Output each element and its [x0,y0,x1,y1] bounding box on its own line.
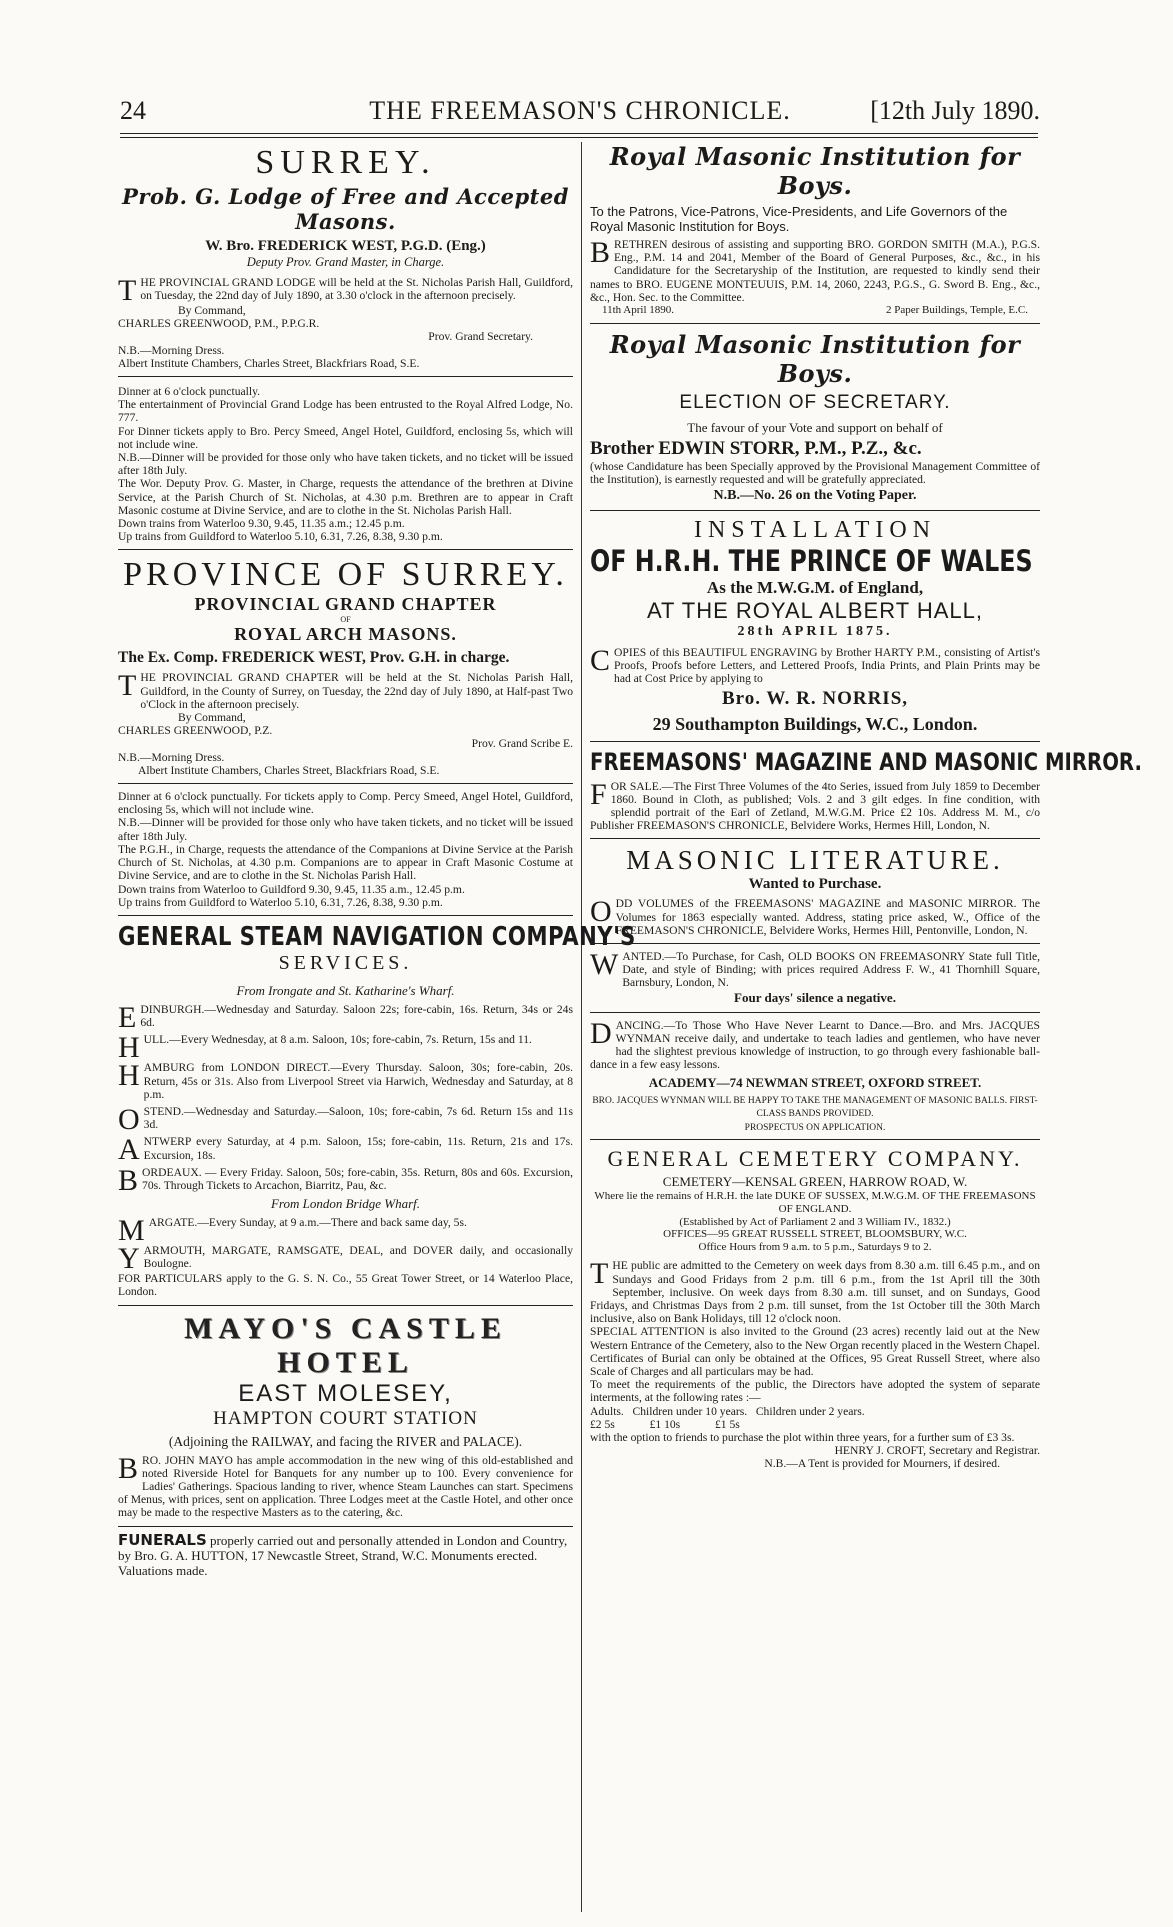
province-comp: The Ex. Comp. FREDERICK WEST, Prov. G.H. in charge. [118,649,510,667]
boys2-approved: (whose Candidature has been Specially approved by the Provisional Management Committee of the Institution), is earnestly requested and will be gratefully appreciated. [590,459,1040,486]
page-number: 24 [120,96,146,125]
province-by-command: By Command, [178,711,246,725]
publication-title: THE FREEMASON'S CHRONICLE. [369,96,791,125]
steam-entry: STEND.—Wednesday and Saturday.—Saloon, 10s; fore-cabin, 7s 6d. Return 15s and 11s 3d. [143,1104,573,1132]
province-dropcap: T [118,669,137,703]
literature-advert [590,845,1040,1005]
cemetery-tent: N.B.—A Tent is provided for Mourners, if desired. [764,1457,1000,1471]
surrey-dinner: Dinner at 6 o'clock punctually. [118,385,261,399]
dancing-academy: ACADEMY—74 NEWMAN STREET, OXFORD STREET. [648,1075,982,1091]
boys1-body: RETHREN desirous of assisting and supporting BRO. GORDON SMITH (M.A.), P.G.S. Eng., P.M. 14 and 2041, Member of the Board of General Purposes, &c., &c., in his Candidature for the Secretaryship of the Institution, are requested to kindly send their names to BRO. EUGENE MONTEUUIS, P.M. 14, 2060, 2243, P.G.S., G. Sword B. Eng., &c., &c., Hon. Sec. to the Committee. [590,238,1040,304]
issue-date: [12th July 1890. [870,96,1040,125]
province-down-trains: Down trains from Waterloo to Guildford 9.30, 9.45, 11.35 a.m., 12.45 p.m. [118,882,465,896]
province-address: Albert Institute Chambers, Charles Street, Blackfriars Road, S.E. [138,763,440,777]
steam-services: SERVICES. [278,951,413,974]
steam-dropcap: H [118,1059,140,1093]
surrey-entertainment: The entertainment of Provincial Grand Lodge has been entrusted to the Royal Alfred Lodge, No. 777. [118,398,573,425]
mayo-place: EAST MOLESEY, [238,1379,453,1407]
left-column [118,142,636,1867]
province-body: HE PROVINCIAL GRAND CHAPTER will be held at the St. Nicholas Parish Hall, Guildford, in the County of Surrey, on Tuesday, the 22nd day of July 1890, at Half-past Two o'Clock in the afternoon precisely. [140,671,573,711]
divider [118,1305,573,1306]
column-divider [581,142,582,1912]
steam-entry: DINBURGH.—Wednesday and Saturday. Saloon 22s; fore-cabin, 16s. Return, 34s or 24s 6d. [140,1002,573,1030]
province-heading: PROVINCE OF SURREY. [123,556,568,594]
dancing-body: ANCING.—To Those Who Have Never Learnt to Dance.—Bro. and Mrs. JACQUES WYNMAN receive daily, and undertake to teach ladies and gentlemen, who have never had the slightest previous knowledge of instruction, to go through every fashionable ball-dance in a few easy lessons. [590,1018,1040,1072]
literature-dropcap-2: W [590,948,619,982]
surrey-up-trains: Up trains from Guildford to Waterloo 5.10, 6.31, 7.26, 8.38, 9.30 p.m. [118,530,443,544]
steam-advert [118,921,636,1299]
boys-advert-2 [590,330,1040,504]
surrey-tickets: For Dinner tickets apply to Bro. Percy Smeed, Angel Hotel, Guildford, enclosing 5s, which will not include wine. [118,424,573,451]
steam-dropcap: Y [118,1242,140,1276]
surrey-nb-dinner: N.B.—Dinner will be provided for those only who have taken tickets, and no ticket will be issued after 18th July. [118,451,573,478]
province-dinner: Dinner at 6 o'clock punctually. For tickets apply to Comp. Percy Smeed, Angel Hotel, Guildford, enclosing 5s, which will not include wine. [118,790,573,817]
divider [590,1139,1040,1140]
cemetery-prices: £2 5s £1 10s £1 5s [590,1417,740,1431]
installation-bro: Bro. W. R. NORRIS, [721,687,909,709]
surrey-by-command: By Command, [178,304,246,317]
province-nb-dress: N.B.—Morning Dress. [118,750,225,764]
surrey-heading: SURREY. [255,144,436,181]
divider [590,838,1040,839]
cemetery-rates: Adults. Children under 10 years. Children under 2 years. [590,1404,865,1418]
dancing-advert [590,1016,1040,1134]
mayo-body: RO. JOHN MAYO has ample accommodation in the new wing of this old-established and noted Riverside Hotel for Banquets for any number up to 100. Every convenience for Ladies' Gatherings. Spacious landing to river, whence Steam Launches can start. Specimens of Menus, with prices, sent on application. Three Lodges meet at the Castle Hotel, and other once may be made to the respective Masters as to the catering, &c. [118,1453,573,1520]
installation-advert [590,517,1040,735]
installation-dropcap: C [590,644,611,678]
cemetery-where: Where lie the remains of H.R.H. the late DUKE OF SUSSEX, M.W.G.M. OF THE FREEMASONS OF ENGLAND. [594,1190,1036,1216]
mayo-station: HAMPTON COURT STATION [213,1407,478,1429]
cemetery-heading: GENERAL CEMETERY COMPANY. [607,1146,1023,1172]
magazine-dropcap: F [590,777,607,811]
steam-dropcap: A [118,1133,140,1167]
steam-dropcap: M [118,1214,145,1248]
boys2-election: ELECTION OF SECRETARY. [679,391,951,413]
literature-wanted: Wanted to Purchase. [748,876,882,893]
literature-body: DD VOLUMES of the FREEMASONS' MAGAZINE and MASONIC MIRROR. The Volumes for 1863 especially wanted. Address, stating price asked, W., Office of the FREEMASON'S CHRONICLE, Belvidere Works, Hermes Hill, Pentonville, London, N. [615,897,1040,937]
installation-hall: AT THE ROYAL ALBERT HALL, [647,598,983,624]
right-column [590,142,1142,1867]
province-arch: ROYAL ARCH MASONS. [234,624,457,645]
surrey-officer-title: Deputy Prov. Grand Master, in Charge. [246,255,445,269]
surrey-nb-dress: N.B.—Morning Dress. [118,343,225,357]
header-rule [120,133,1038,134]
boys1-dropcap: B [590,236,611,269]
steam-entry: AMBURG from LONDON DIRECT.—Every Thursday. Saloon, 30s; fore-cabin, 20s. Return, 45s or 31s. Also from Liverpool Street via Harwich, Wednesday and Saturday, at 8 p.m. [143,1061,573,1101]
divider [118,915,573,916]
boys2-voting: N.B.—No. 26 on the Voting Paper. [713,488,917,504]
cemetery-dropcap: T [590,1257,609,1291]
province-inner-rule [118,783,573,784]
surrey-secretary-title: Prov. Grand Secretary. [428,330,533,344]
magazine-advert [590,747,1142,833]
cemetery-hours: Office Hours from 9 a.m. to 5 p.m., Saturdays 9 to 2. [698,1240,932,1253]
mayo-advert [118,1312,573,1520]
divider [590,323,1040,324]
surrey-inner-rule [118,376,573,377]
steam-entry: ULL.—Every Wednesday, at 8 a.m. Saloon, 10s; fore-cabin, 7s. Return, 15s and 11. [143,1033,532,1047]
literature-silence: Four days' silence a negative. [734,989,896,1005]
surrey-dropcap: T [118,274,137,307]
dancing-note: BRO. JACQUES WYNMAN WILL BE HAPPY TO TAKE THE MANAGEMENT OF MASONIC BALLS. FIRST-CLASS BANDS PROVIDED. [592,1096,1038,1120]
steam-dropcap: O [118,1102,140,1136]
dancing-prospectus: PROSPECTUS ON APPLICATION. [744,1123,886,1134]
installation-prince: OF H.R.H. THE PRINCE OF WALES [590,544,1033,579]
mayo-heading: MAYO'S CASTLE HOTEL [184,1311,507,1379]
surrey-subheading: Prob. G. Lodge of Free and Accepted Masons. [122,184,569,234]
cemetery-option: with the option to friends to purchase the plot within three years, for a further sum of £3 3s. [590,1431,1015,1445]
province-chapter: PROVINCIAL GRAND CHAPTER [194,594,497,615]
cemetery-offices: OFFICES—95 GREAT RUSSELL STREET, BLOOMSBURY, W.C. [663,1228,967,1241]
steam-from-irongate: From Irongate and St. Katharine's Wharf. [236,982,455,998]
surrey-secretary: CHARLES GREENWOOD, P.M., P.P.G.R. [118,317,320,331]
boys-advert-1 [590,142,1040,317]
boys2-candidate: Brother EDWIN STORR, P.M., P.Z., &c. [590,437,922,459]
surrey-service: The Wor. Deputy Prov. G. Master, in Charge, requests the attendance of the brethren at Divine Service, at the Parish Church of St. Nicholas, at 4.30 p.m. Brethren are to appear in Craft Masonic costume at Divine Service, and are to clothe in the St. Nicholas Parish Hall. [118,477,573,517]
installation-date: 28th APRIL 1875. [737,624,893,640]
steam-particulars: FOR PARTICULARS apply to the G. S. N. Co., 55 Great Tower Street, or 14 Waterloo Place, London. [118,1272,573,1299]
funerals-text: properly carried out and personally attended in London and Country, by Bro. G. A. HUTTON, 17 Newcastle Street, Strand, W.C. Monuments erected. Valuations made. [118,1532,568,1578]
surrey-advert [118,144,573,543]
installation-heading: INSTALLATION [693,517,937,544]
steam-dropcap: H [118,1031,140,1065]
literature-inner-rule [590,943,1040,944]
province-service: The P.G.H., in Charge, requests the attendance of the Companions at Divine Service at the Parish Church of St. Nicholas, at 4.30 p.m. Companions are to appear in Craft Masonic Costume at Divine Service, and are to clothe in the St. Nicholas Parish Hall. [118,842,573,883]
header-rule-2 [120,137,1038,138]
divider [590,1012,1040,1013]
page-header [120,92,1040,132]
surrey-address: Albert Institute Chambers, Charles Street, Blackfriars Road, S.E. [118,356,420,370]
magazine-heading: FREEMASONS' MAGAZINE AND MASONIC MIRROR. [590,747,1142,776]
divider [118,549,573,550]
province-advert [118,556,573,908]
magazine-body: OR SALE.—The First Three Volumes of the 4to Series, issued from July 1859 to December 1860. Bound in Cloth, as published; Vols. 2 and 3 gilt edges. In fine condition, with splendid portrait of the Earl of Zetland, M.W.G.M. Price £2 10s. Address M. M., c/o Publisher FREEMASON'S CHRONICLE, Belvidere Works, Hermes Hill, London, N. [590,779,1040,833]
literature-heading: MASONIC LITERATURE. [626,845,1004,876]
installation-address: 29 Southampton Buildings, W.C., London. [652,713,978,734]
installation-as: As the M.W.G.M. of England, [706,578,924,598]
steam-entry: NTWERP every Saturday, at 4 p.m. Saloon, 15s; fore-cabin, 11s. Return, 21s and 17s. Excursion, 18s. [143,1135,573,1162]
province-nb-dinner: N.B.—Dinner will be provided for those only who have taken tickets, and no ticket will be issued after 18th July. [118,816,573,843]
surrey-down-trains: Down trains from Waterloo 9.30, 9.45, 11.35 a.m.; 12.45 p.m. [118,517,405,531]
boys1-address-to: To the Patrons, Vice-Patrons, Vice-Presidents, and Life Governors of the Royal Masonic Institution for Boys. [590,204,1008,234]
cemetery-meet: To meet the requirements of the public, the Directors have adopted the system of separate interments, at the following rates :— [590,1378,1040,1405]
cemetery-body: HE public are admitted to the Cemetery on week days from 8.30 a.m. till 6.45 p.m., and on Sundays and Good Fridays from 2 p.m. till 6 p.m., from the 1st April till the 30th September, inclusive. On week days from 8.30 a.m. till sunset, and on Sundays, Good Fridays, and Christmas Days from 2 p.m. till sunset, from the 1st October till the 30th March inclusive, also on Bank Holidays, till 12 o'clock noon. [590,1259,1040,1326]
boys1-address: 2 Paper Buildings, Temple, E.C. [885,304,1028,317]
funerals-advert [118,1530,573,1578]
mayo-dropcap: B [118,1451,139,1485]
dancing-dropcap: D [590,1016,612,1050]
surrey-officer: W. Bro. FREDERICK WEST, P.G.D. (Eng.) [205,238,486,254]
boys2-favour: The favour of your Vote and support on behalf of [687,419,943,435]
surrey-body: HE PROVINCIAL GRAND LODGE will be held at the St. Nicholas Parish Hall, Guildford, on Tuesday, the 22nd day of July 1890, at 3.30 o'clock in the afternoon precisely. [140,276,573,303]
literature-body-2: ANTED.—To Purchase, for Cash, OLD BOOKS ON FREEMASONRY State full Title, Date, and style of Binding; with prices required Address F. W., 41 Thornhill Square, Barnsbury, London, N. [622,950,1040,990]
boys1-date: 11th April 1890. [602,304,675,317]
province-of: OF [340,615,351,625]
boys2-heading: Royal Masonic Institution for Boys. [609,329,1021,388]
cemetery-certificates: Certificates of Burial can only be obtained at the Offices, 95 Great Russell Street, where also Scale of Charges and all particulars may be had. [590,1351,1040,1379]
divider [590,510,1040,511]
divider [118,1526,573,1527]
divider [590,741,1040,742]
cemetery-location: CEMETERY—KENSAL GREEN, HARROW ROAD, W. [662,1174,968,1190]
boys1-heading: Royal Masonic Institution for Boys. [609,142,1021,200]
mayo-adjoining: (Adjoining the RAILWAY, and facing the RIVER and PALACE). [168,1433,523,1449]
province-scribe-title: Prov. Grand Scribe E. [471,737,573,751]
steam-entry: ORDEAUX. — Every Friday. Saloon, 50s; fore-cabin, 35s. Return, 80s and 60s. Excursion, 70s. Through Tickets to Arcachon, Biarritz, Pau, &c. [142,1165,573,1192]
literature-dropcap: O [590,895,612,929]
province-scribe: CHARLES GREENWOOD, P.Z. [118,724,273,738]
installation-body: OPIES of this BEAUTIFUL ENGRAVING by Brother HARTY P.M., consisting of Artist's Proofs, Proofs before Letters, and Lettered Proofs, India Prints, and Plain Prints may be had at Cost Price by applying to [614,646,1040,686]
cemetery-signature: HENRY J. CROFT, Secretary and Registrar. [834,1444,1040,1458]
steam-dropcap: E [118,1000,137,1034]
cemetery-advert [590,1146,1040,1470]
funerals-lead: FUNERALS [118,1530,207,1549]
province-up-trains: Up trains from Guildford to Waterloo 5.10, 6.31, 7.26, 8.38, 9.30 p.m. [118,895,443,909]
cemetery-established: (Established by Act of Parliament 2 and 3 William IV., 1832.) [679,1215,951,1228]
steam-from-london-bridge: From London Bridge Wharf. [270,1196,421,1212]
cemetery-special: SPECIAL ATTENTION is also invited to the Ground (23 acres) recently laid out at the New Western Entrance of the Cemetery, also to the New Organ recently placed in the Western Chapel. [590,1325,1040,1352]
steam-heading: GENERAL STEAM NAVIGATION COMPANY'S [118,921,636,952]
steam-entry: ARGATE.—Every Sunday, at 9 a.m.—There and back same day, 5s. [148,1216,467,1230]
steam-entry: ARMOUTH, MARGATE, RAMSGATE, DEAL, and DOVER daily, and occasionally Boulogne. [143,1244,573,1271]
steam-dropcap: B [118,1163,139,1197]
